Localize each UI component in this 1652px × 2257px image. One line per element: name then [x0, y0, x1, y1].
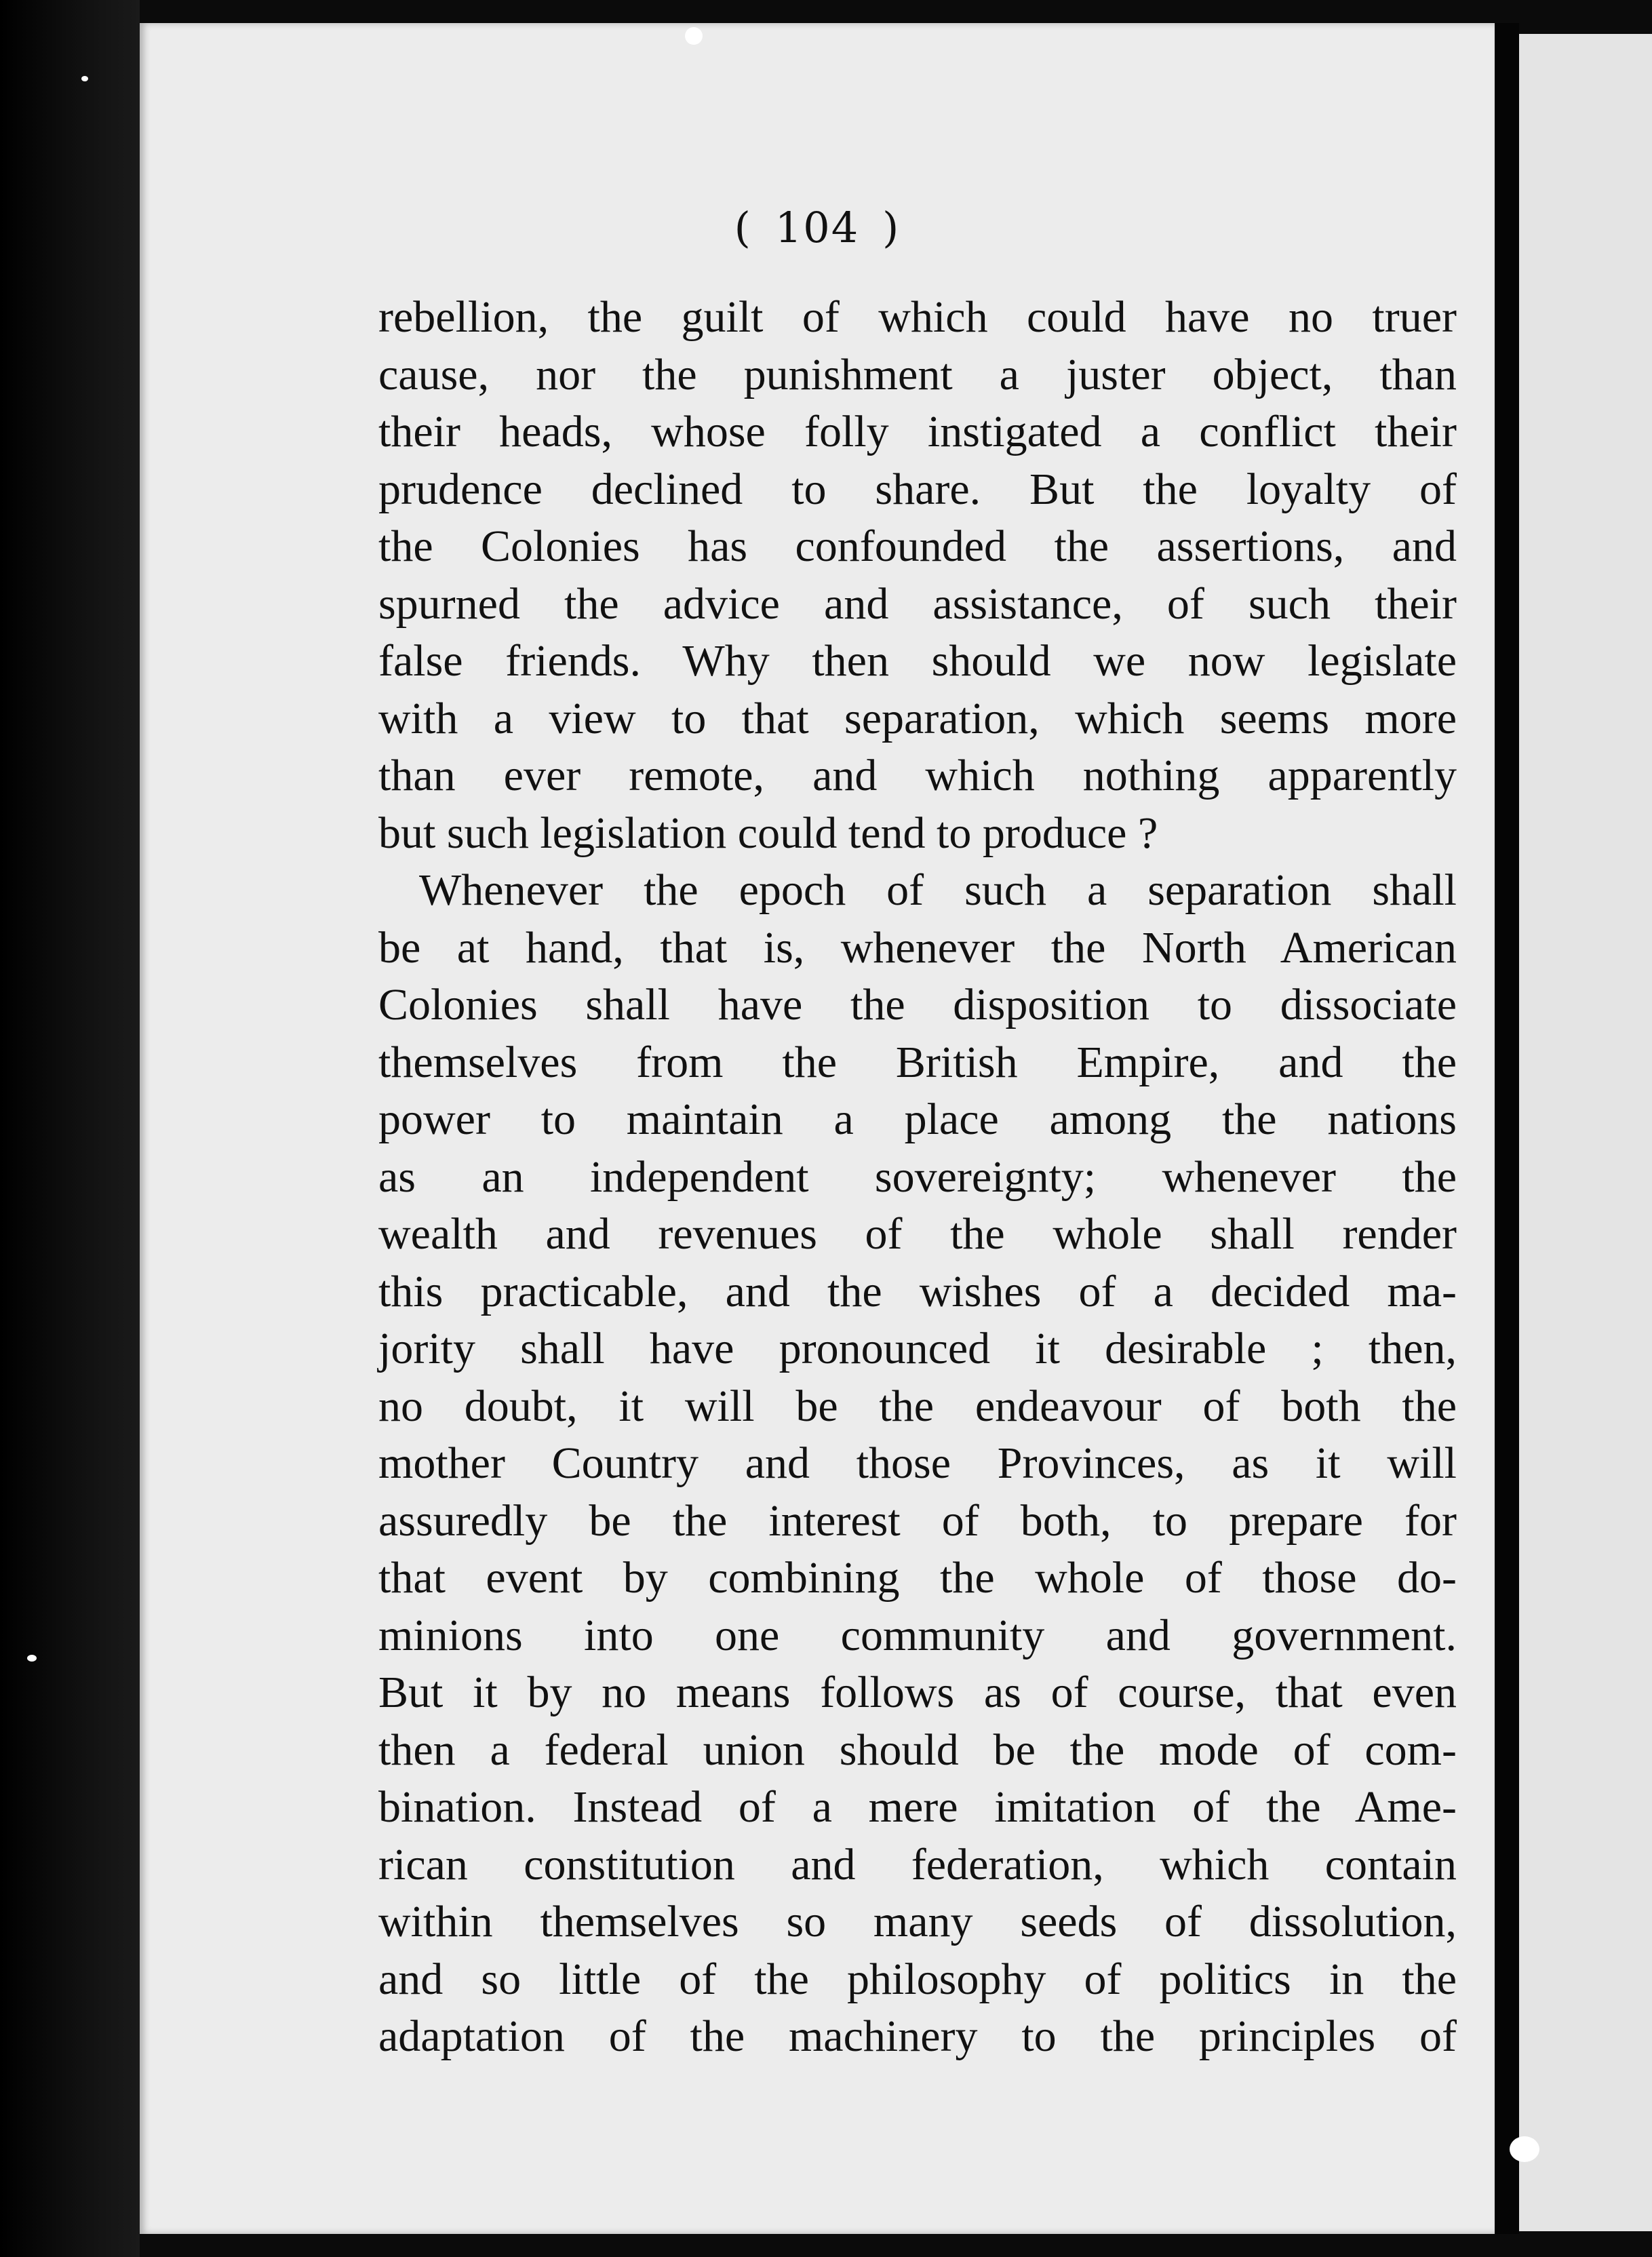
text-line: mother Country and those Provinces, as it will [378, 1438, 1457, 1488]
text-line: Colonies shall have the disposition to dissociate [378, 980, 1457, 1029]
scan-left-border [0, 0, 140, 2257]
text-line: the Colonies has confounded the assertions, and [378, 522, 1457, 571]
book-page [140, 23, 1495, 2234]
text-line: spurned the advice and assistance, of such their [378, 578, 1457, 629]
text-line: themselves from the British Empire, and the [378, 1037, 1457, 1087]
text-line: within themselves so many seeds of dissolution, [378, 1897, 1457, 1946]
text-line: no doubt, it will be the endeavour of both the [378, 1381, 1457, 1431]
scan-speck [27, 1655, 37, 1662]
text-line: and so little of the philosophy of politics in the [378, 1954, 1457, 2004]
text-line: then a federal union should be the mode of com- [378, 1725, 1457, 1775]
text-line: this practicable, and the wishes of a decided ma- [378, 1266, 1457, 1316]
book-gutter [1495, 23, 1519, 2234]
scan-speck [1510, 2136, 1539, 2162]
paragraph-1 [378, 289, 1457, 862]
paragraph-2 [378, 862, 1457, 2066]
text-line: minions into one community and government. [378, 1610, 1457, 1660]
text-line: with a view to that separation, which seems more [378, 693, 1457, 743]
body-text [378, 289, 1457, 2066]
scan-speck [81, 76, 88, 81]
text-line: false friends. Why then should we now legislate [378, 636, 1457, 686]
text-line: assuredly be the interest of both, to prepare for [378, 1495, 1457, 1546]
text-line: bination. Instead of a mere imitation of the Ame- [378, 1782, 1457, 1832]
text-line: rebellion, the guilt of which could have no truer [378, 292, 1457, 342]
text-line: their heads, whose folly instigated a conflict their [378, 407, 1457, 456]
text-line: But it by no means follows as of course, that even [378, 1668, 1457, 1717]
text-line: rican constitution and federation, which contain [378, 1839, 1457, 1889]
text-line: power to maintain a place among the nations [378, 1095, 1457, 1144]
text-line: adaptation of the machinery to the principles of [378, 2011, 1457, 2061]
text-line: that event by combining the whole of those do- [378, 1553, 1457, 1603]
text-line: but such legislation could tend to produce ? [378, 808, 1158, 858]
text-line: jority shall have pronounced it desirable ; then, [378, 1324, 1457, 1373]
page-number: 104 [774, 203, 860, 252]
facing-page-edge [1519, 34, 1652, 2231]
text-line: than ever remote, and which nothing apparently [378, 751, 1457, 800]
text-line: prudence declined to share. But the loyalty of [378, 464, 1457, 514]
text-line: as an independent sovereignty; whenever the [378, 1152, 1457, 1202]
text-line: cause, nor the punishment a juster object, than [378, 349, 1457, 399]
text-line: Whenever the epoch of such a separation shall [419, 865, 1457, 915]
text-line: wealth and revenues of the whole shall render [378, 1209, 1457, 1259]
scan-speck [685, 27, 703, 45]
page-number-header: ( 104 ) [734, 203, 901, 252]
text-line: be at hand, that is, whenever the North American [378, 922, 1457, 973]
